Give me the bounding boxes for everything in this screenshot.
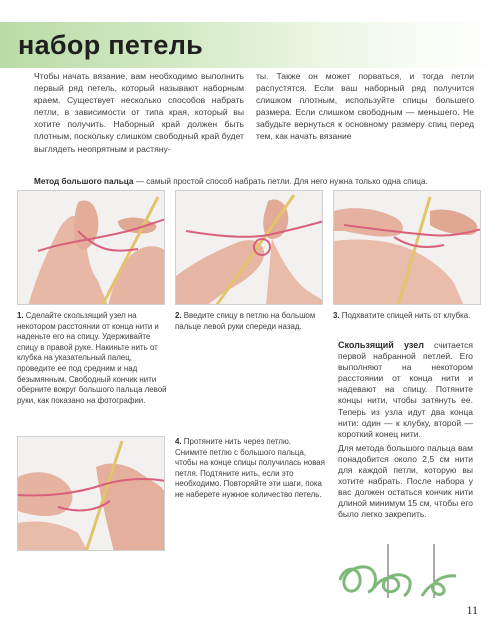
intro-left-column: Чтобы начать вязание, вам необходимо выполнить первый ряд петель, который называют наборным краем. Существует несколько способов набрать петли, в зависимости от типа края, который вы хотите получить. Наборный край должен быть плотным, поскольку слишком свободный край будет выглядеть неопрятным и растяну- [34, 71, 244, 154]
step-2-description: Введите спицу в петлю на большом пальце левой руки спереди назад. [175, 311, 316, 331]
slipknot-note [338, 340, 473, 524]
step-1-text [17, 311, 167, 406]
step-1-number: 1. [17, 311, 24, 320]
step-2-number: 2. [175, 311, 182, 320]
method-text: — самый простой способ набрать петли. Для него нужна только одна спица. [133, 177, 428, 186]
step-3-text [333, 311, 473, 322]
slipknot-paragraph-2: Для метода большого пальца вам понадобится около 2,5 см нити для каждой петли, которую вы хотите набрать. После набора у вас должен остаться кончик нити длиной минимум 15 см, чтобы его было легко закрепить. [338, 442, 473, 520]
step-3-number: 3. [333, 311, 340, 320]
step-3-description: Подхватите спицей нить от клубка. [341, 311, 471, 320]
slipknot-paragraph-1 [338, 340, 473, 440]
step-4-text [175, 437, 325, 501]
method-title: Метод большого пальца [34, 177, 134, 186]
step-4-number: 4. [175, 437, 182, 446]
step-1-description: Сделайте скользящий узел на некотором расстоянии от конца нити и наденьте его на спицу. Удерживайте спицу в правой руке. Накиньте нить от клубка на указательный палец, проведите ее под средним и над безымянным. Свободный кончик нити оберните вокруг большого пальца левой руки, как показано на фотографии. [17, 311, 167, 405]
step-4-photo [17, 436, 165, 551]
page-title: набор петель [18, 30, 204, 60]
step-4-description: Протяните нить через петлю. Снимите петлю с большого пальца, чтобы на конце спицы получилась новая петля. Подтяните нить, если это необходимо. Повторяйте эти шаги, пока не наберете нужное количество петель. [175, 437, 325, 499]
slipknot-diagram [338, 540, 458, 600]
step-1-photo [17, 190, 165, 305]
slipknot-title: Скользящий узел [338, 340, 424, 350]
step-2-text [175, 311, 323, 332]
slipknot-text-1: считается первой набранной петлей. Его выполняют на некотором расстоянии от конца нити и надевают на спицу. Потяните концы нити, чтобы затянуть ее. Теперь из узла идут два конца нити: один — к клубку, второй — короткий конец нити. [338, 340, 473, 439]
page-number: 11 [466, 603, 478, 617]
step-2-photo [175, 190, 323, 305]
step-3-photo [333, 190, 481, 305]
method-intro [34, 176, 474, 187]
intro-right-column: ты. Также он может порваться, и тогда петли распустятся. Если ваш наборный ряд получится слишком плотным, используйте спицы большего размера. Если слишком свободным — меньшего. Не забудьте вернуться к основному размеру спиц перед тем, как начать вязание [256, 71, 474, 142]
